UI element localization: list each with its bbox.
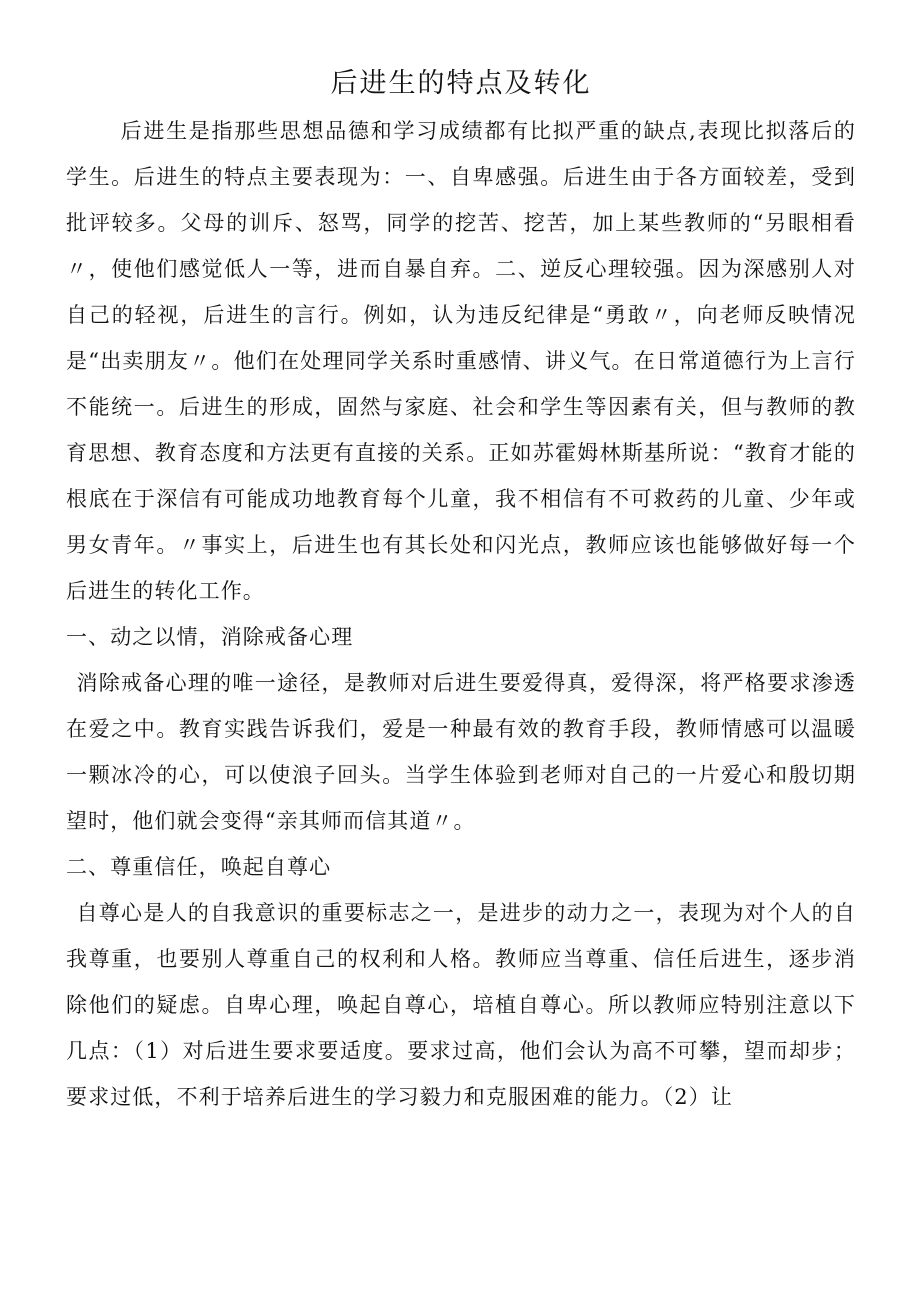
intro-paragraph: 后进生是指那些思想品德和学习成绩都有比拟严重的缺点,表现比拟落后的学生。后进生的特点主要表现为：一、自卑感强。后进生由于各方面较差，受到批评较多。父母的训斥、怒骂，同学的挖苦、挖苦，加上某些教师的“另眼相看〃，使他们感觉低人一等，进而自暴自弃。二、逆反心理较强。因为深感别人对自己的轻视，后进生的言行。例如，认为违反纪律是“勇敢〃，向老师反映情况是“出卖朋友〃。他们在处理同学关系时重感情、讲义气。在日常道德行为上言行不能统一。后进生的形成，固然与家庭、社会和学生等因素有关，但与教师的教育思想、教育态度和方法更有直接的关系。正如苏霍姆林斯基所说：“教育才能的根底在于深信有可能成功地教育每个儿童，我不相信有不可救药的儿童、少年或男女青年。〃事实上，后进生也有其长处和闪光点，教师应该也能够做好每一个后进生的转化工作。 [66, 119, 856, 603]
section-1-heading: 一、动之以情，消除戒备心理 [66, 625, 354, 649]
section-2-heading: 二、尊重信任，唤起自尊心 [66, 855, 332, 879]
document-page [66, 62, 856, 1120]
section-1-paragraph: 消除戒备心理的唯一途径，是教师对后进生要爱得真，爱得深，将严格要求渗透在爱之中。教育实践告诉我们，爱是一种最有效的教育手段，教师情感可以温暖一颗冰冷的心，可以使浪子回头。当学生体验到老师对自己的一片爱心和殷切期望时，他们就会变得“亲其师而信其道〃。 [66, 671, 856, 833]
document-title: 后进生的特点及转化 [330, 68, 592, 99]
section-2-paragraph: 自尊心是人的自我意识的重要标志之一，是进步的动力之一，表现为对个人的自我尊重，也要别人尊重自己的权利和人格。教师应当尊重、信任后进生，逐步消除他们的疑虑。自卑心理，唤起自尊心，培植自尊心。所以教师应特别注意以下几点：（1）对后进生要求要适度。要求过高，他们会认为高不可攀，望而却步；要求过低，不利于培养后进生的学习毅力和克服困难的能力。（2）让 [66, 901, 856, 1109]
